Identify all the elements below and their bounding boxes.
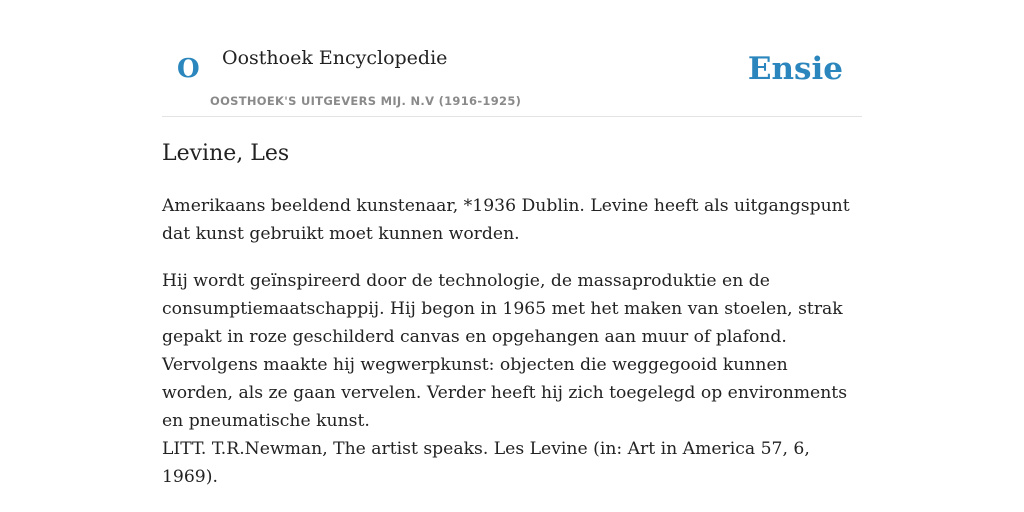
entry-paragraph: Hij wordt geïnspireerd door de technologie, de massaproduktie en de consumptiemaatschappij. Hij begon in 1965 met het maken van stoelen, strak gepakt in roze geschilderd canvas en opgehangen aan muur of plafond. Vervolgens maakte hij wegwerpkunst: objecten die weggegooid kunnen worden, als ze gaan vervelen. Verder heeft hij zich toegelegd op environments en pneumatische kunst. [162,271,848,431]
page [162,0,862,487]
site-title[interactable]: Oosthoek Encyclopedie [222,47,448,69]
logo-icon[interactable]: O [177,54,200,84]
site-header [162,0,862,117]
brand-logo[interactable]: Ensie [747,51,843,87]
publisher-subtitle: OOSTHOEK'S UITGEVERS MIJ. N.V (1916-1925) [210,94,522,108]
literature-reference: LITT. T.R.Newman, The artist speaks. Les Levine (in: Art in America 57, 6, 1969). [162,439,810,487]
entry-paragraph: Amerikaans beeldend kunstenaar, *1936 Dublin. Levine heeft als uitgangspunt dat kunst gebruikt moet kunnen worden. [162,196,850,244]
entry-title: Levine, Les [162,141,290,166]
